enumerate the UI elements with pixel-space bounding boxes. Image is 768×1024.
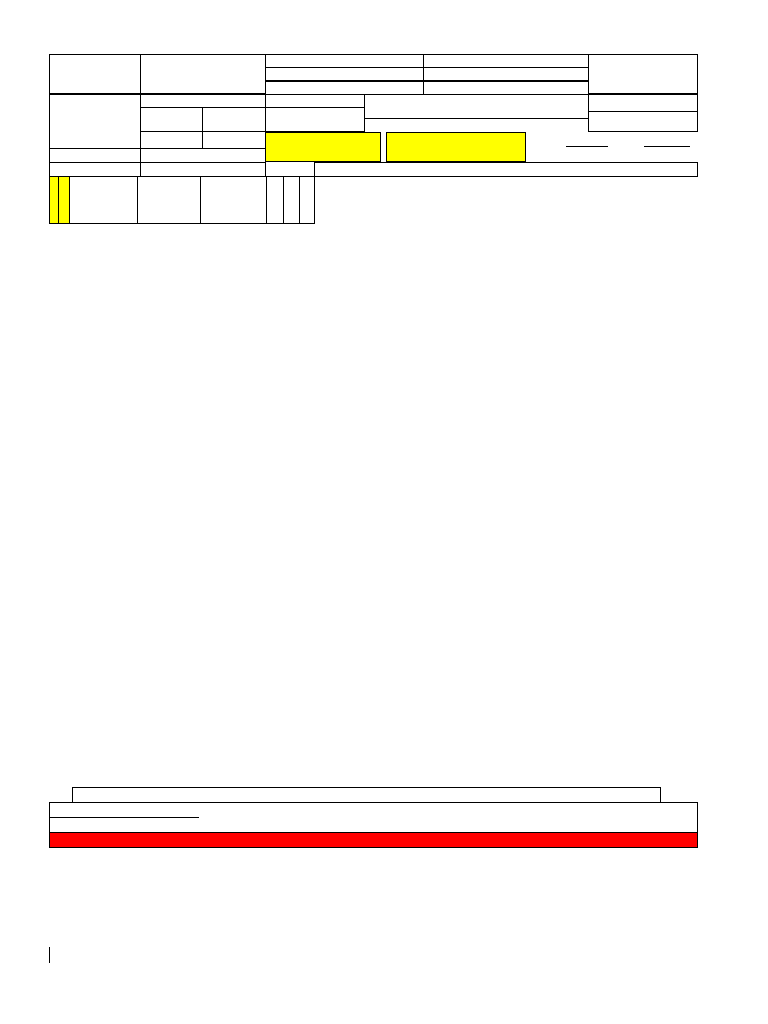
month-label: [314, 162, 698, 177]
totals-title: [72, 787, 661, 803]
marca-note: [386, 132, 526, 162]
paginas-label: [588, 94, 698, 112]
llenar-note: [265, 132, 381, 162]
d1rt-label: [202, 107, 266, 132]
estacion-row: [423, 67, 589, 81]
operator-2-label: [49, 162, 141, 177]
nomenclatura-label: [49, 94, 141, 149]
conditions-title: [49, 832, 698, 848]
operator-1-label: [49, 148, 141, 163]
col-herramientas: [137, 176, 201, 224]
tpm-title: [588, 54, 698, 94]
anio-underline: [644, 146, 690, 147]
linea-row: [423, 54, 589, 68]
col-especificaciones: [200, 176, 267, 224]
program-title: [140, 54, 266, 94]
nivel-1: [265, 67, 424, 81]
operacion-row: [423, 81, 589, 95]
s-label: [140, 131, 203, 149]
col-turno: [299, 176, 315, 224]
nivel-2: [265, 81, 424, 95]
mes-underline: [566, 146, 608, 147]
nivel-naturaleza: [265, 54, 424, 68]
paginas-value: [588, 111, 698, 132]
logo-cell: [49, 54, 141, 94]
col-instrucciones: [69, 176, 138, 224]
col-tiempo: [283, 176, 300, 224]
col-frecuencia: [266, 176, 284, 224]
dct-label: [140, 94, 266, 108]
d1t-label: [140, 107, 203, 132]
safety-note: [364, 94, 589, 119]
fecha-value[interactable]: [265, 107, 365, 132]
m-label: [202, 131, 266, 149]
operator-1-field[interactable]: [140, 148, 266, 163]
fecha-label: [265, 94, 365, 108]
operator-2-field[interactable]: [140, 162, 266, 177]
